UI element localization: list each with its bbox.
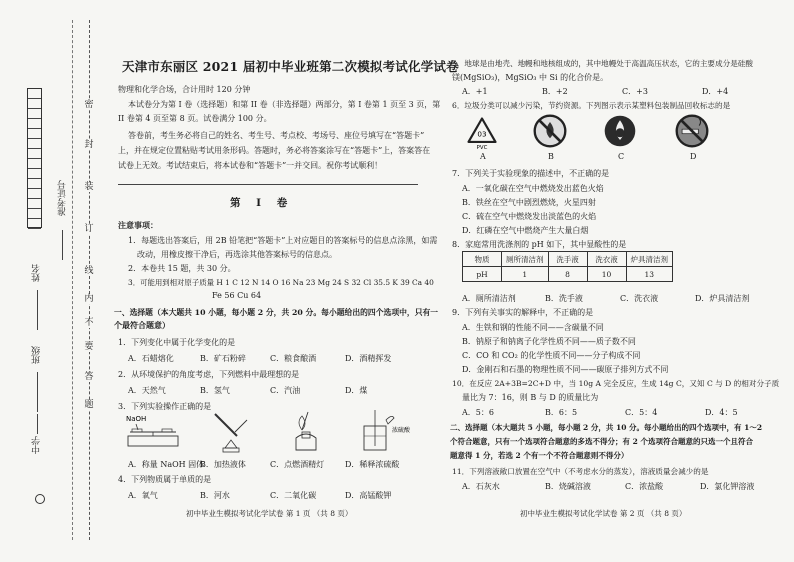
q4-option[interactable]: D．高锰酸钾 (345, 491, 392, 500)
q9-option[interactable]: D．金刚石和石墨的物理性质不同——碳原子排列方式不同 (462, 365, 669, 374)
note-1-cont: 改动，用橡皮擦干净后，再选涂其他答案标号的信息点。 (137, 250, 337, 259)
q8-option[interactable]: A．厕所清洁剂 (462, 294, 516, 303)
q8-option[interactable]: C．洗衣液 (620, 294, 659, 303)
alcohol-lamp-figure (282, 408, 332, 454)
dilution-figure (356, 406, 420, 454)
ph-cell: 洗衣液 (587, 252, 626, 267)
q7-option[interactable]: D．红磷在空气中燃烧产生大量白烟 (462, 226, 589, 235)
q5-option[interactable]: C．+3 (622, 87, 648, 96)
part2-heading-cont2: 题意得 1 分，若选 2 个有一个不符合题意则不得分） (450, 451, 629, 460)
q8-stem: 8．家庭常用洗涤剂的 pH 如下，其中显酸性的是 (452, 240, 627, 249)
ph-cell: 8 (548, 267, 587, 282)
q5-stem: 5．地球是由地壳、地幔和地核组成的，其中地幔处于高温高压状态，它的主要成分是硅酸 (452, 59, 753, 68)
part2-heading: 二、选择题（本大题共 5 小题，每小题 2 分，共 10 分。每小题给出的四个选项中，有 1～2 (450, 423, 763, 432)
q1-option[interactable]: D．酒精挥发 (345, 354, 392, 363)
q6-option[interactable]: A (480, 152, 486, 161)
q10-option[interactable]: C．5：4 (625, 408, 658, 417)
page-footer-left: 初中毕业生模拟考试化学试卷 第 1 页 （共 8 页） (186, 509, 353, 518)
q9-option[interactable]: A．生铁和钢的性能不同——含碳量不同 (462, 323, 604, 332)
q2-option[interactable]: A．天然气 (128, 386, 166, 395)
cut-word: 不 (84, 318, 94, 328)
q3-option[interactable]: B．加热液体 (200, 460, 246, 469)
q8-option[interactable]: D．炉具清洁剂 (695, 294, 750, 303)
ph-cell: 厕所清洁剂 (502, 252, 549, 267)
ph-cell: 1 (502, 267, 549, 282)
class-label: 班级 (32, 346, 42, 364)
balance-figure (124, 412, 184, 452)
intro-line: 本试卷分为第 I 卷（选择题）和第 II 卷（非选择题）两部分，第 I 卷第 1 页至 3 页，第 (128, 100, 441, 109)
q1-option[interactable]: C．粮食酿酒 (270, 354, 317, 363)
q4-option[interactable]: B．河水 (200, 491, 230, 500)
q7-option[interactable]: C．硫在空气中燃烧发出淡蓝色的火焰 (462, 212, 597, 221)
recycle-number: 03 (477, 129, 487, 139)
q10-stem: 10．在反应 2A+3B=2C+D 中，当 10g A 完全反应，生成 14g C，又知 C 与 D 的相对分子质 (452, 379, 780, 388)
notes-heading: 注意事项： (118, 220, 158, 230)
q8-option[interactable]: B．洗手液 (545, 294, 583, 303)
q10-stem-cont: 量比为 7：16，则 B 与 D 的质量比为 (462, 393, 599, 402)
q11-option[interactable]: A．石灰水 (462, 482, 500, 491)
page-footer-right: 初中毕业生模拟考试化学试卷 第 2 页 （共 8 页） (520, 509, 687, 518)
q4-option[interactable]: C．二氧化碳 (270, 491, 317, 500)
binding-margin (0, 0, 108, 562)
q3-option[interactable]: A．称量 NaOH 固体 (128, 460, 205, 469)
q2-stem: 2．从环境保护的角度考虑，下列燃料中最理想的是 (118, 370, 300, 379)
part1-heading-cont: 个最符合题意） (114, 320, 170, 330)
ph-cell: 洗手液 (548, 252, 587, 267)
section-title: 第 I 卷 (230, 197, 294, 209)
q5-option[interactable]: D．+4 (702, 87, 729, 96)
cut-word: 线 (84, 266, 94, 276)
q4-stem: 4．下列物质属于单质的是 (118, 475, 212, 484)
name-label: 姓名 (32, 264, 42, 282)
pvc-label: PVC (476, 145, 488, 150)
q5-option[interactable]: B．+2 (542, 87, 568, 96)
q10-option[interactable]: D．4：5 (705, 408, 738, 417)
q7-option[interactable]: A．一氧化碳在空气中燃烧发出蓝色火焰 (462, 184, 604, 193)
ph-cell: 10 (587, 267, 626, 282)
intro-line: II 卷第 4 页至第 8 页。试卷满分 100 分。 (118, 114, 272, 123)
q2-option[interactable]: B．氢气 (200, 386, 230, 395)
note-3-cont: Fe 56 Cu 64 (212, 291, 262, 300)
note-2: 2．本卷共 15 题，共 30 分。 (128, 264, 236, 273)
q1-option[interactable]: B．矿石粉碎 (200, 354, 246, 363)
ph-table (462, 251, 673, 282)
exam-title: 天津市东丽区 2021 届初中毕业班第二次模拟考试化学试卷 (122, 59, 459, 74)
q6-option[interactable]: B (548, 152, 554, 161)
q10-option[interactable]: B．6：5 (545, 408, 578, 417)
ph-cell: pH (463, 267, 502, 282)
cut-word: 订 (84, 224, 94, 234)
q3-stem: 3．下列实验操作正确的是 (118, 402, 212, 411)
q9-option[interactable]: B．钠原子和钠离子化学性质不同——质子数不同 (462, 337, 636, 346)
q1-option[interactable]: A．石蜡熔化 (128, 354, 174, 363)
ph-table-header (463, 252, 673, 267)
q5-stem-cont: 镁(MgSiO₃)，MgSiO₃ 中 Si 的化合价是。 (452, 73, 609, 82)
cut-word: 密 (84, 100, 94, 110)
q9-option[interactable]: C．CO 和 CO₂ 的化学性质不同——分子构成不同 (462, 351, 641, 360)
school-label: 中学 (32, 436, 42, 454)
note-1: 1．每题选出答案后，用 2B 铅笔把“答题卡”上对应题目的答案标号的信息点涂黑，如需 (128, 236, 438, 245)
q4-option[interactable]: A．氧气 (128, 491, 158, 500)
ph-table-row (463, 267, 673, 282)
q11-stem: 11．下列溶液敞口放置在空气中（不考虑水分的蒸发），溶液质量会减少的是 (452, 467, 709, 476)
no-fire-icon (530, 113, 570, 149)
intro-line: 物理和化学合场，合计用时 120 分钟 (118, 85, 251, 94)
ph-cell: 13 (626, 267, 673, 282)
q9-stem: 9．下列有关事实的解释中，不正确的是 (452, 308, 594, 317)
q2-option[interactable]: C．汽油 (270, 386, 301, 395)
student-id-box (27, 88, 42, 228)
heating-figure (205, 410, 255, 454)
ph-cell: 物质 (463, 252, 502, 267)
intro-line: 试卷上无效。考试结束后，将本试卷和“答题卡”一并交回。祝你考试顺利！ (118, 161, 383, 170)
q6-stem: 6．垃圾分类可以减少污染，节约资源。下列图示表示某塑料包装制品回收标志的是 (452, 101, 731, 110)
water-saving-icon (600, 113, 640, 149)
intro-line: 答卷前，考生务必将自己的姓名、考生号、考点校、考场号、座位号填写在“答题卡” (128, 131, 425, 140)
binding-hole (35, 494, 45, 504)
cut-word: 封 (84, 140, 94, 150)
student-id-label: 准考证号 (58, 180, 68, 216)
recycle-icon (462, 114, 502, 150)
q3-option[interactable]: D．稀释浓硫酸 (345, 460, 400, 469)
note-3: 3．可能用到相对原子质量 H 1 C 12 N 14 O 16 Na 23 Mg 24 S 32 Cl 35.5 K 39 Ca 40 (128, 278, 434, 287)
no-smoking-icon (672, 113, 712, 149)
part1-heading: 一、选择题（本大题共 10 小题，每小题 2 分，共 20 分。每小题给出的四个选项中，只有一 (114, 308, 439, 317)
intro-line: 上，并在规定位置粘贴考试用条形码。答题时，务必将答案涂写在“答题卡”上，答案答在 (118, 146, 431, 155)
q2-option[interactable]: D．煤 (345, 386, 368, 395)
q11-option[interactable]: D．氯化钾溶液 (700, 482, 755, 491)
cut-word: 装 (84, 182, 94, 192)
part2-heading-cont: 个符合题意，只有一个选项符合题意的多选不得分；有 2 个选项符合题意的只选一个且符合 (450, 437, 753, 446)
q6-option[interactable]: D (690, 152, 697, 161)
ph-cell: 炉具清洁剂 (626, 252, 673, 267)
cut-word: 要 (84, 342, 94, 352)
naoh-label: NaOH (126, 415, 147, 423)
cut-word: 题 (84, 400, 94, 410)
q7-stem: 7．下列关于实验现象的描述中，不正确的是 (452, 169, 610, 178)
q11-option[interactable]: C．浓盐酸 (625, 482, 664, 491)
q3-option[interactable]: C．点燃酒精灯 (270, 460, 325, 469)
q6-option[interactable]: C (618, 152, 625, 161)
q5-option[interactable]: A．+1 (462, 87, 488, 96)
q7-option[interactable]: B．铁丝在空气中剧烈燃烧，火星四射 (462, 198, 596, 207)
acid-label: 浓硫酸 (392, 427, 411, 434)
cut-word: 内 (84, 294, 94, 304)
q1-stem: 1．下列变化中属于化学变化的是 (118, 338, 236, 347)
q10-option[interactable]: A．5：6 (462, 408, 494, 417)
cut-word: 答 (84, 372, 94, 382)
q11-option[interactable]: B．烧碱溶液 (545, 482, 591, 491)
